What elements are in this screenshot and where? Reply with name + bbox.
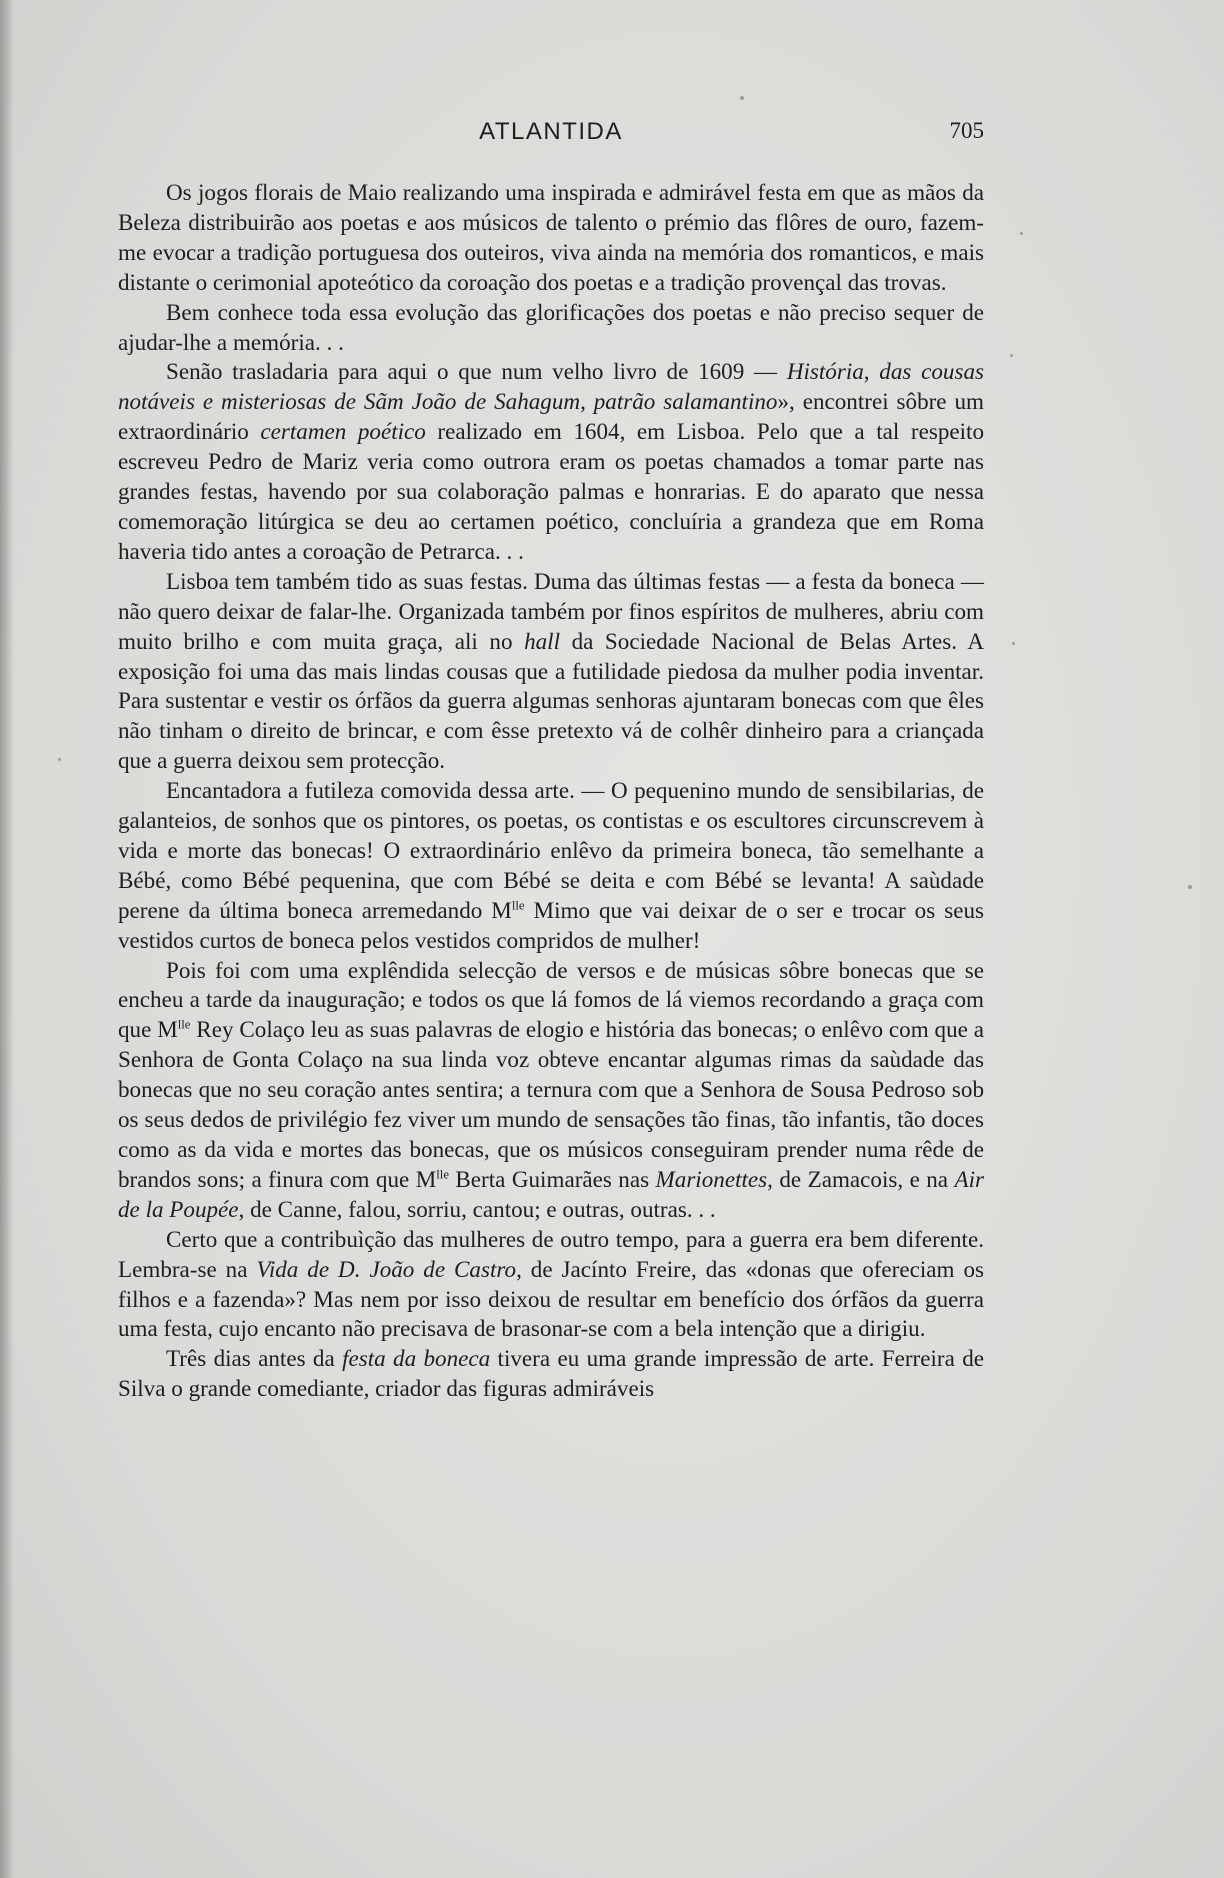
honorific-superscript: lle (436, 1167, 449, 1182)
paragraph (118, 298, 984, 358)
page-header (118, 118, 984, 158)
text-run: Mimo que vai deixar de o ser e trocar os seus vestidos curtos de boneca pelos vestidos compridos de mulher! (118, 896, 984, 953)
text-run: », encontrei sôbre um extraordinário (118, 388, 984, 445)
running-title: ATLANTIDA (479, 118, 623, 145)
text-run: Senão trasladaria para aqui o que num velho livro de 1609 — (166, 358, 787, 385)
italic-title: festa da boneca (342, 1345, 491, 1372)
text-run: Os jogos florais de Maio realizando uma inspirada e admirável festa em que as mãos da Beleza distribuirão aos poetas e aos músicos de talento o prémio das flôres de ouro, fazem-me evocar a tradição portuguesa dos outeiros, viva ainda na memória dos romanticos, e mais distante o cerimonial apoteótico da coroação dos poetas e a tradição provençal das trovas. (118, 179, 984, 295)
text-run: realizado em 1604, em Lisboa. Pelo que a tal respeito escreveu Pedro de Mariz veria como outrora eram os poetas chamados a tomar parte nas grandes festas, havendo por sua colaboração palmas e honrarias. E do aparato que nessa comemoração litúrgica se deu ao certamen poético, concluíria a grandeza que em Roma haveria tido antes a coroação de Petrarca. . . (118, 418, 985, 564)
paragraph (118, 1225, 984, 1345)
text-run: tivera eu uma grande impressão de arte. Ferreira de Silva o grande comediante, criador das figuras admiráveis (118, 1345, 984, 1402)
article-body (118, 178, 984, 1404)
text-run: Bem conhece toda essa evolução das glorificações dos poetas e não preciso sequer de ajudar-lhe a memória. . . (118, 298, 984, 355)
paragraph (118, 178, 984, 298)
text-run: , de Jacínto Freire, das «donas que ofereciam os filhos e a fazenda»? Mas nem por isso deixou de resultar em benefício dos órfãos da guerra uma festa, cujo encanto não precisava de brasonar-se com a bela intenção que a dirigiu. (118, 1255, 984, 1342)
italic-title: certamen poético (260, 418, 426, 445)
scan-speck (1010, 354, 1013, 357)
scan-speck (740, 96, 744, 100)
text-run: Rey Colaço leu as suas palavras de elogio e história das bonecas; o enlêvo com que a Senhora de Gonta Colaço na sua linda voz obteve encantar algumas rimas da saùdade das bonecas que no seu coração antes sentira; a ternura com que a Senhora de Sousa Pedroso sob os seus dedos de privilégio fez viver um mundo de sensações tão finas, tão infantis, tão doces como as da vida e mortes das bonecas, que os músicos conseguiram prender numa rêde de brandos sons; a finura com que M (118, 1016, 985, 1192)
text-run: Certo que a contribuìção das mulheres de outro tempo, para a guerra era bem diferente. Lembra-se na (118, 1225, 984, 1282)
text-run: Três dias antes da (166, 1345, 343, 1372)
page-edge-shadow (0, 0, 14, 1878)
italic-title: Marionettes (655, 1165, 768, 1192)
scan-speck (1012, 642, 1015, 645)
paragraph (118, 956, 984, 1225)
text-run: Lisboa tem também tido as suas festas. Duma das últimas festas — a festa da boneca — não quero deixar de falar-lhe. Organizada também por finos espíritos de mulheres, abriu com muito brilho e com muita graça, ali no (118, 567, 984, 654)
text-run: Berta Guimarães nas (448, 1165, 656, 1192)
paragraph (118, 357, 984, 566)
italic-title: Vida de D. João de Castro (256, 1255, 517, 1282)
text-run: , de Canne, falou, sorriu, cantou; e outras, outras. . . (238, 1195, 716, 1222)
page-number: 705 (949, 118, 984, 143)
paragraph (118, 776, 984, 955)
text-run: Pois foi com uma explêndida selecção de versos e de músicas sôbre bonecas que se encheu a tarde da inauguração; e todos os que lá fomos de lá viemos recordando a graça com que M (118, 956, 984, 1043)
italic-title: hall (524, 627, 561, 654)
text-run: , de Zamacois, e na (767, 1165, 955, 1192)
scan-speck (58, 758, 61, 761)
text-run: da Sociedade Nacional de Belas Artes. A exposição foi uma das mais lindas cousas que a futilidade piedosa da mulher podia inventar. Para sustentar e vestir os órfãos da guerra algumas senhoras ajuntaram bonecas com que êles não tinham o direito de brincar, e com êsse pretexto vá de colhêr dinheiro para a criançada que a guerra deixou sem protecção. (118, 627, 985, 774)
scan-speck (1020, 232, 1023, 235)
scan-speck (1188, 885, 1192, 889)
honorific-superscript: lle (511, 898, 525, 913)
paragraph (118, 567, 984, 776)
honorific-superscript: lle (177, 1017, 191, 1032)
paragraph (118, 1344, 984, 1404)
italic-title: Air de la Poupée (118, 1165, 985, 1222)
italic-title: História, das cousas notáveis e misteriosas de Sãm João de Sahagum, patrão salamantino (118, 358, 984, 415)
text-run: Encantadora a futileza comovida dessa arte. — O pequenino mundo de sensibilarias, de galanteios, de sonhos que os pintores, os poetas, os contistas e os escultores circunscrevem à vida e morte das bonecas! O extraordinário enlêvo da primeira boneca, tão semelhante a Bébé, como Bébé pequenina, que com Bébé se deita e com Bébé se levanta! A saùdade perene da última boneca arremedando M (118, 777, 984, 923)
